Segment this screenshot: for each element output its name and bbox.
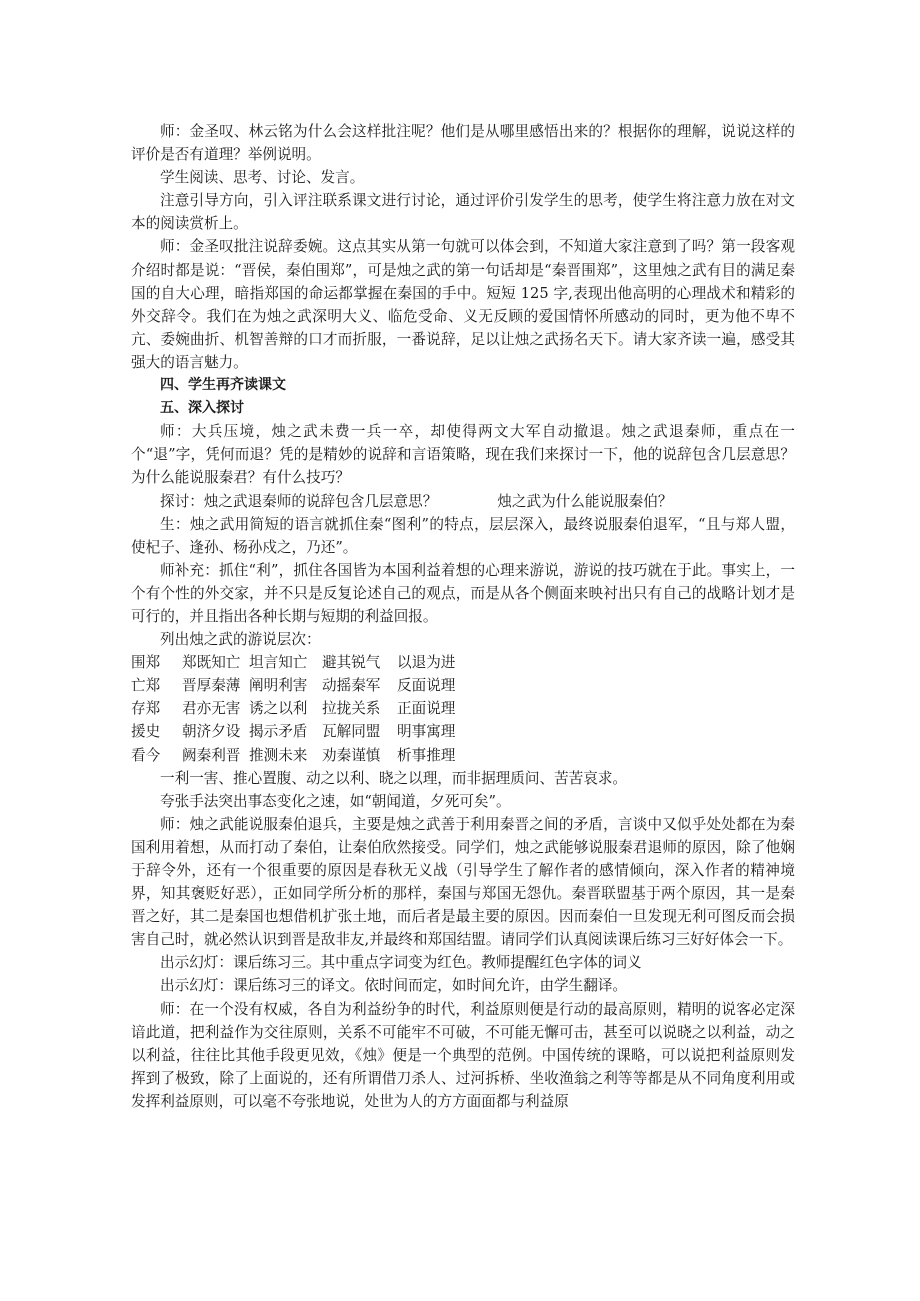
table-row (131, 674, 477, 697)
section-heading-5: 五、深入探讨 (160, 400, 244, 417)
paragraph-student-answer: 生：烛之武用简短的语言就抓住秦“图利”的特点，层层深入，最终说服秦伯退军，“且与郑人盟，使杞子、逢孙、杨孙戍之，乃还”。 (131, 515, 795, 556)
paragraph-teacher-analysis: 师：烛之武能说服秦伯退兵，主要是烛之武善于利用秦晋之间的矛盾，言谈中又似乎处处都在为秦国利用着想，从而打动了秦伯，让秦伯欣然接受。同学们，烛之武能够说服秦君退师的原因，除了他娴于辞令外，还有一个很重要的原因是春秋无义战（引导学生了解作者的感情倾向，深入作者的精神境界，知其褒贬好恶），正如同学所分析的那样，秦国与郑国无怨仇。秦晋联盟基于两个原因，其一是秦晋之好，其二是秦国也想借机扩张土地，而后者是最主要的原因。因而秦伯一旦发现无利可图反而会损害自己时，就必然认识到晋是敌非友,并最终和郑国结盟。请同学们认真阅读课后练习三好好体会一下。 (131, 815, 795, 949)
paragraph-list-intro: 列出烛之武的游说层次： (160, 631, 321, 649)
table-row (131, 651, 477, 674)
table-cell: 析事推理 (397, 746, 456, 764)
table-cell: 反面说理 (397, 677, 456, 695)
document-page (131, 120, 795, 1113)
table-cell: 看今 (131, 746, 161, 764)
table-cell: 明事寓理 (397, 723, 456, 741)
paragraph-student-activity: 学生阅读、思考、讨论、发言。 (160, 169, 365, 187)
table-cell: 拉拢关系 (322, 700, 381, 718)
paragraph-teacher-intro: 师：大兵压境，烛之武未费一兵一卒，却使得两文大军自动撤退。烛之武退秦师，重点在一个“退”字，凭何而退？凭的是精妙的说辞和言语策略，现在我们来探讨一下，他的说辞包含几层意思？为什么能说服秦君？有什么技巧？ (131, 423, 795, 487)
table-cell: 推测未来 (249, 746, 308, 764)
table-cell: 围郑 (131, 654, 161, 672)
section-heading-4: 四、学生再齐读课文 (160, 377, 286, 394)
table-cell: 动摇秦军 (322, 677, 381, 695)
paragraph-teacher-supplement: 师补充：抓住“利”，抓住各国皆为本国利益着想的心理来游说，游说的技巧就在于此。事实上，一个有个性的外交家，并不只是反复论述自己的观点，而是从各个侧面来映衬出只有自己的战略计划才是可行的，并且指出各种长期与短期的利益回报。 (131, 561, 795, 625)
paragraph-teacher-question: 师：金圣叹、林云铭为什么会这样批注呢？他们是从哪里感悟出来的？根据你的理解，说说这样的评价是否有道理？举例说明。 (131, 123, 795, 164)
table-cell: 揭示矛盾 (249, 723, 308, 741)
table-cell: 阐明利害 (249, 677, 308, 695)
paragraph-guidance: 注意引导方向，引入评注联系课文进行讨论，通过评价引发学生的思考，使学生将注意力放在对文本的阅读赏析上。 (131, 192, 795, 233)
table-cell: 避其锐气 (322, 654, 381, 672)
paragraph-slide-exercise: 出示幻灯：课后练习三。其中重点字词变为红色。教师提醒红色字体的词义 (160, 954, 642, 972)
paragraph-exaggeration: 夸张手法突出事态变化之速，如“朝闻道，夕死可矣”。 (160, 792, 511, 810)
table-row (131, 744, 477, 767)
paragraph-slide-translation: 出示幻灯：课后练习三的译文。依时间而定，如时间允许，由学生翻译。 (160, 977, 628, 995)
table-cell: 晋厚秦薄 (182, 677, 241, 695)
discussion-questions (131, 490, 795, 513)
discussion-question-2: 烛之武为什么能说服秦伯？ (497, 492, 673, 510)
paragraph-teacher-commentary: 师：金圣叹批注说辞委婉。这点其实从第一句就可以体会到，不知道大家注意到了吗？第一段客观介绍时都是说：“晋侯，秦伯围郑”，可是烛之武的第一句话却是“秦晋围郑”，这里烛之武有目的满足秦国的自大心理，暗指郑国的命运都掌握在秦国的手中。短短 125 字,表现出他高明的心理战术和精彩的外交辞令。我们在为烛之武深明大义、临危受命、义无反顾的爱国情怀所感动的同时，更为他不卑不亢、委婉曲折、机智善辩的口才而折服，一番说辞，足以让烛之武扬名天下。请大家齐读一遍，感受其强大的语言魅力。 (131, 238, 795, 371)
table-cell: 援史 (131, 723, 161, 741)
paragraph-technique-summary: 一利一害、推心置腹、动之以利、晓之以理，而非据理质问、苦苦哀求。 (160, 769, 628, 787)
table-cell: 正面说理 (397, 700, 456, 718)
table-cell: 坦言知亡 (249, 654, 308, 672)
table-cell: 劝秦谨慎 (322, 746, 381, 764)
table-cell: 郑既知亡 (182, 654, 241, 672)
table-cell: 亡郑 (131, 677, 161, 695)
paragraph-teacher-conclusion: 师：在一个没有权威，各自为利益纷争的时代，利益原则便是行动的最高原则，精明的说客必定深谙此道，把利益作为交往原则，关系不可能牢不可破，不可能无懈可击，甚至可以说晓之以利益，动之以利益，往往比其他手段更见效，《烛》便是一个典型的范例。中国传统的课略，可以说把利益原则发挥到了极致，除了上面说的，还有所谓借刀杀人、过河拆桥、坐收渔翁之利等等都是从不同角度利用或发挥利益原则，可以毫不夸张地说，处世为人的方方面面都与利益原 (131, 1000, 795, 1110)
table-cell: 存郑 (131, 700, 161, 718)
table-cell: 阙秦利晋 (182, 746, 241, 764)
table-row (131, 697, 477, 720)
persuasion-layers-table (131, 651, 477, 766)
discussion-question-1: 探讨：烛之武退秦师的说辞包含几层意思？ (160, 492, 438, 510)
table-cell: 君亦无害 (182, 700, 241, 718)
table-row (131, 720, 477, 743)
table-cell: 朝济夕设 (182, 723, 241, 741)
table-cell: 以退为进 (397, 654, 456, 672)
table-cell: 瓦解同盟 (322, 723, 381, 741)
table-cell: 诱之以利 (249, 700, 308, 718)
